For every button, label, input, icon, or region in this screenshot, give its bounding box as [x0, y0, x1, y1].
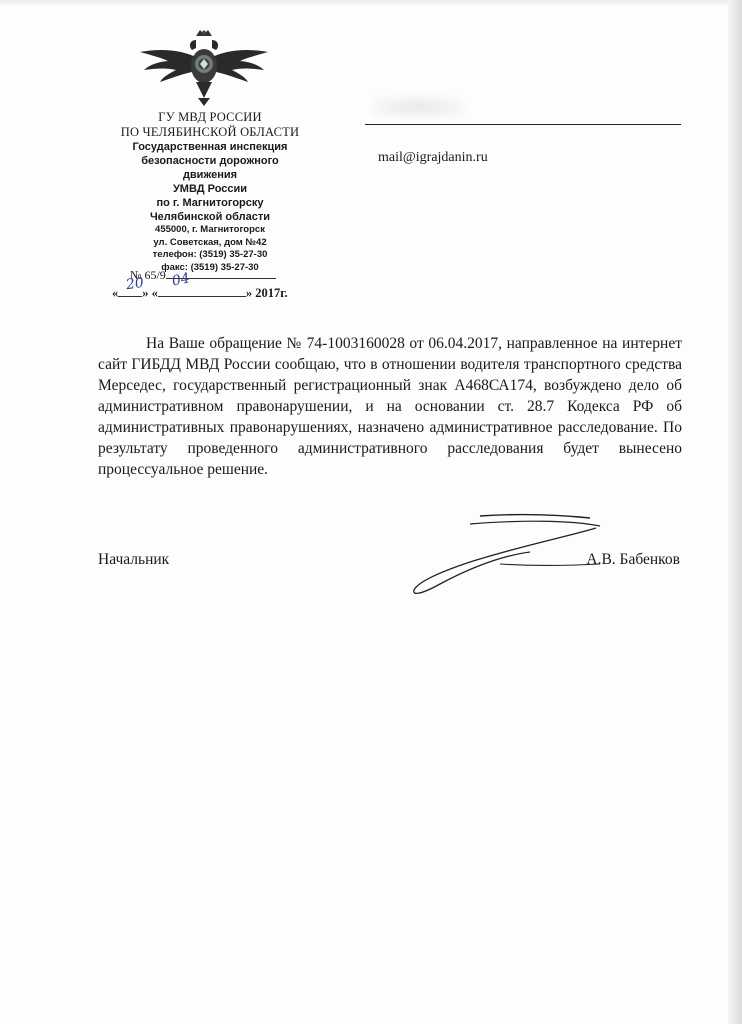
scan-edge-top — [0, 0, 742, 6]
handwritten-signature-icon — [400, 506, 610, 600]
org-fax: факс: (3519) 35-27-30 — [161, 261, 259, 273]
mvd-eagle-emblem-icon — [138, 28, 270, 108]
sender-organization-block — [96, 110, 324, 274]
date-open-quote: « — [112, 286, 119, 300]
org-line-7: по г. Магнитогорску — [156, 197, 264, 209]
letter-body-paragraph: На Ваше обращение № 74-1003160028 от 06.04.2017, направленное на интернет сайт ГИБДД МВД России сообщаю, что в отношении водителя транспортного средства Мерседес, государственный регистрационный знак А468СА174, возбуждено дело об административном правонарушении, и на основании ст. 28.7 Кодекса РФ об административных правонарушениях, назначено административное расследование. По результату проведенного административного расследования будет вынесено процессуальное решение. — [98, 335, 682, 478]
org-line-8: Челябинской области — [149, 211, 271, 223]
recipient-email: mail@igrajdanin.ru — [378, 150, 488, 165]
org-address-street: ул. Советская, дом №42 — [153, 236, 267, 248]
signer-name: А.В. Бабенков — [586, 551, 680, 568]
date-mid-quote: » « — [142, 286, 158, 300]
org-line-2: ПО ЧЕЛЯБИНСКОЙ ОБЛАСТИ — [120, 125, 300, 139]
recipient-underline — [365, 124, 681, 125]
redacted-recipient-name — [372, 96, 464, 118]
signer-title: Начальник — [98, 551, 170, 568]
handwritten-month: 04 — [170, 270, 192, 290]
document-number — [130, 268, 276, 283]
date-year: » 2017г. — [245, 286, 288, 300]
scan-edge-right — [728, 0, 742, 1024]
org-phone: телефон: (3519) 35-27-30 — [152, 249, 268, 260]
org-line-3: Государственная инспекция — [132, 141, 288, 153]
date-month-underline — [158, 286, 246, 297]
handwritten-day: 20 — [124, 274, 145, 294]
org-line-1: ГУ МВД РОССИИ — [158, 110, 262, 124]
org-line-6: УМВД России — [172, 183, 248, 195]
document-number-prefix: № 65/9 — [130, 268, 166, 282]
org-line-4: безопасности дорожного — [141, 155, 279, 167]
org-line-5: движения — [182, 169, 238, 181]
org-address-city: 455000, г. Магнитогорск — [155, 224, 265, 235]
